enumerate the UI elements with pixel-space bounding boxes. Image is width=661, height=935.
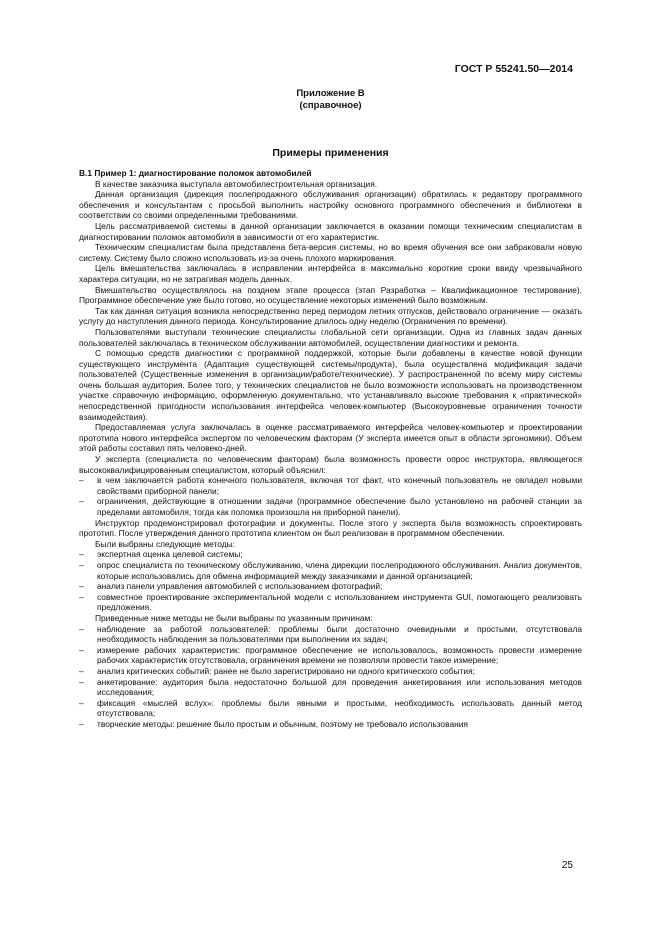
list-item [79, 560, 582, 581]
list-item-text: экспертная оценка целевой системы; [97, 549, 243, 560]
list-item-text: измерение рабочих характеристик: программное обеспечение не использовалось, возможность провести измерение рабочих характеристик отсутствовала, ограничения времени не позволяли провести такое измерение; [97, 644, 582, 666]
page-number: 25 [561, 860, 573, 871]
appendix-title: Приложение В [296, 88, 365, 99]
bullet-dash: – [79, 697, 84, 708]
list-item-text: в чем заключается работа конечного пользователя, включая тот факт, что конечный пользователь не овладел новыми свойствами приборной панели; [97, 475, 582, 496]
bullet-dash: – [79, 665, 84, 676]
paragraph: Данная организация (дирекция послепродажного обслуживания организации) обратилась к редактору программного обеспечения и консультантам с просьбой выполнить настройку основного программного обеспечения и библиотеки в соответствии со своими определенными требованиями. [79, 189, 582, 221]
document-body [79, 168, 582, 729]
paragraph: Предоставляемая услуга заключалась в оценке рассматриваемого интерфейса человек-компьютер и проектировании прототипа нового интерфейса экспертом по человеческим факторам (У эксперта имеется опыт в области эргономики). Объем этой работы составил пять человеко-дней. [79, 422, 582, 454]
paragraph: Так как данная ситуация возникла непосредственно перед периодом летних отпусков, действовало ограничение — оказать услугу до наступления данного периода. Консультирование длилось одну неделю (Ограничения по времени). [79, 305, 582, 327]
paragraph: Были выбраны следующие методы: [95, 538, 236, 549]
paragraph: У эксперта (специалиста по человеческим факторам) была возможность провести опрос инструктора, являющегося высококвалифицированным специалистом, который объяснил: [79, 454, 582, 475]
list-item-text: творческие методы: решение было простым и обычным, поэтому не требовало использования [97, 718, 468, 729]
list-item [79, 698, 582, 719]
list-item [79, 549, 582, 560]
appendix-subtitle: (справочное) [299, 100, 362, 111]
paragraph: Цель вмешательства заключалась в исправлении интерфейса в максимально короткие сроки ввиду чрезвычайного характера ситуации, но не затрагивая модель данных. [79, 263, 582, 284]
section-title: Примеры применения [272, 147, 389, 159]
bullet-dash: – [79, 475, 84, 486]
appendix-heading [0, 88, 661, 112]
bullet-dash: – [79, 549, 84, 560]
paragraph: Цель рассматриваемой системы в данной организации заключается в оказании помощи техническим специалистам в диагностировании поломок автомобиля в зависимости от его характеристик. [79, 220, 582, 242]
bullet-dash: – [79, 496, 84, 507]
paragraph: Техническим специалистам была представлена бета-версия системы, но во время обучения все они забраковали новую систему. Систему было сложно использовать из-за очень плохого маркирования. [79, 242, 582, 263]
bullet-dash: – [79, 591, 84, 602]
paragraph: Пользователями выступали технические специалисты глобальной сети организации. Одна из главных задач данных пользователей заключалась в техническом обслуживании автомобилей, осуществлении диагностики и ремонта. [79, 326, 582, 348]
list-item-text: наблюдение за работой пользователей: проблемы были достаточно очевидными и простыми, отсутствовала необходимость наблюдения за пользователями при выполнении их задач; [97, 623, 582, 645]
document-code: ГОСТ Р 55241.50—2014 [454, 63, 573, 75]
list-item [79, 581, 582, 592]
bullet-dash: – [79, 623, 84, 634]
bullet-dash: – [79, 676, 84, 687]
paragraph: В качестве заказчика выступала автомобилестроительная организация. [95, 178, 378, 189]
list-item [79, 496, 582, 517]
list-item [79, 592, 582, 613]
list-item-text: совместное проектирование экспериментальной модели с использованием инструмента GUI, помогающего реализовать предложения. [97, 591, 582, 613]
list-item [79, 677, 582, 698]
paragraph: Приведенные ниже методы не были выбраны по указанным причинам: [95, 612, 373, 623]
paragraph: С помощью средств диагностики с программной поддержкой, которые были добавлены в качестве новой функции существующего инструмента (Адаптация существующей системы/продукта), была осуществлена модификация задачи пользователей (Существенные изменения в организации/работе/технические). У распространенной по всему миру системы очень большая аудитория. Более того, у технических специалистов не было возможности использовать на производственном участке справочную информацию, оформленную документально, что устанавливало высокие требования к «практической» непосредственной пригодности использования интерфейса человек-компьютер (Высокоуровневые ограничения точности взаимодействия). [79, 348, 582, 422]
subsection-title: В.1 Пример 1: диагностирование поломок автомобилей [79, 168, 312, 178]
list-item [79, 666, 582, 677]
paragraph: Вмешательство осуществлялось на позднем этапе процесса (этап Разработка – Квалификационное тестирование). Программное обеспечение уже было готово, но осуществление некоторых изменений было возможным. [79, 284, 582, 306]
list-item [79, 719, 582, 730]
bullet-dash: – [79, 718, 84, 729]
list-item [79, 475, 582, 496]
list-item [79, 645, 582, 666]
paragraph: Инструктор продемонстрировал фотографии и документы. После этого у эксперта была возможность спроектировать прототип. После утверждения данного прототипа клиентом он был реализован в программном обеспечении. [79, 517, 582, 539]
bullet-dash: – [79, 644, 84, 655]
list-item-text: анализ критических событий: ранее не было зарегистрировано ни одного критического события; [97, 665, 475, 676]
list-item-text: анализ панели управления автомобилей с использованием фотографий; [97, 581, 383, 592]
list-item [79, 624, 582, 645]
bullet-dash: – [79, 581, 84, 592]
list-item-text: опрос специалиста по техническому обслуживанию, члена дирекции послепродажного обслуживания. Анализ документов, которые использовались для обмена информацией между заказчиками и данной организацией; [97, 559, 582, 581]
bullet-dash: – [79, 559, 84, 570]
list-item-text: ограничения, действующие в отношении задачи (программное обеспечение было установлено на рабочей станции за пределами автомобиля, тогда как поломка произошла на приборной панели). [97, 496, 582, 517]
list-item-text: анкетирование: аудитория была недостаточно большой для проведения анкетирования или использования методов исследования; [97, 676, 582, 698]
list-item-text: фиксация «мыслей вслух»: проблемы были явными и простыми, необходимость использовать данный метод отсутствовала; [97, 697, 582, 719]
